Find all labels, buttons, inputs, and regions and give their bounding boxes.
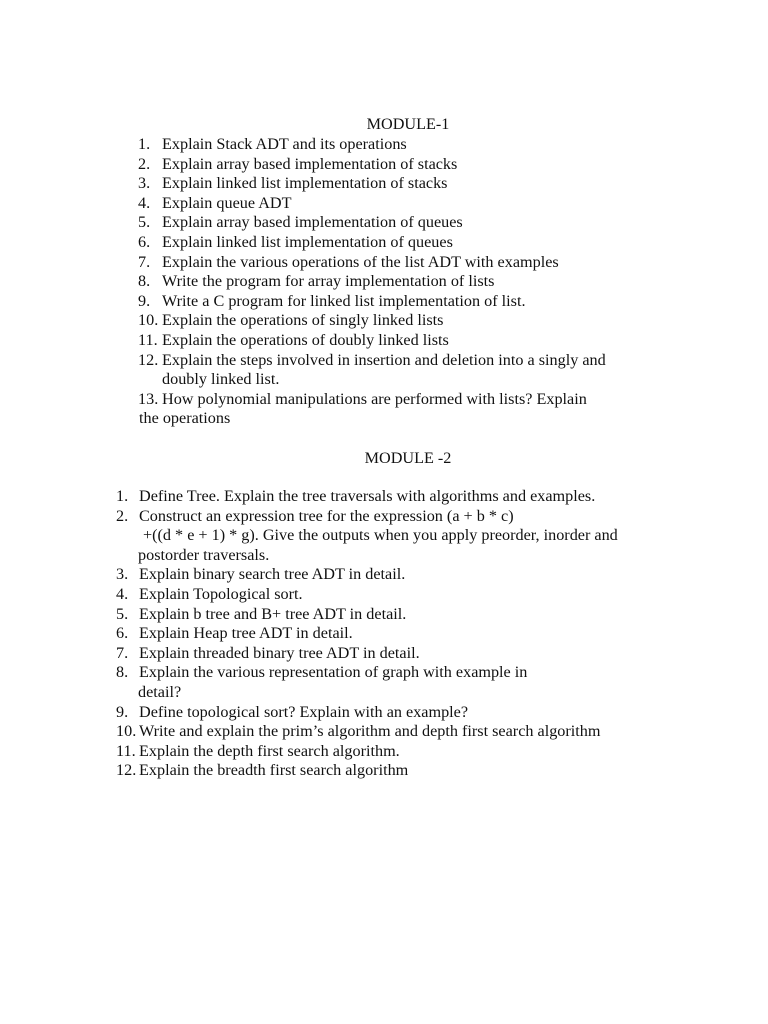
item-number: 4. bbox=[116, 584, 129, 603]
item-number: 4. bbox=[138, 193, 151, 212]
list-item bbox=[138, 213, 678, 233]
item-text: Write a C program for linked list implementation of list. bbox=[162, 291, 526, 310]
list-item bbox=[138, 292, 678, 312]
item-number: 5. bbox=[116, 604, 129, 623]
item-text: Write the program for array implementation of lists bbox=[162, 272, 495, 291]
item-text-continuation: detail? bbox=[138, 682, 182, 701]
item-number: 2. bbox=[116, 506, 129, 525]
item-text: Write and explain the prim’s algorithm and depth first search algorithm bbox=[139, 722, 601, 741]
list-item bbox=[116, 585, 696, 605]
item-number: 3. bbox=[116, 565, 129, 584]
list-item bbox=[138, 253, 678, 273]
item-number: 5. bbox=[138, 213, 151, 232]
item-number: 13. bbox=[138, 389, 159, 408]
item-number: 11. bbox=[116, 741, 136, 760]
item-number: 11. bbox=[138, 330, 158, 349]
list-item bbox=[116, 644, 696, 664]
item-number: 1. bbox=[116, 487, 129, 505]
item-number: 8. bbox=[116, 663, 129, 682]
item-text: Explain the breadth first search algorithm bbox=[139, 761, 409, 780]
list-item bbox=[116, 605, 696, 625]
list-item bbox=[138, 155, 678, 175]
item-text: Explain threaded binary tree ADT in detail. bbox=[139, 643, 420, 662]
item-text: Explain linked list implementation of stacks bbox=[162, 174, 448, 193]
item-number: 7. bbox=[116, 643, 129, 662]
item-text: Explain Topological sort. bbox=[139, 584, 303, 603]
item-text: Define Tree. Explain the tree traversals with algorithms and examples. bbox=[139, 487, 596, 505]
list-item bbox=[116, 761, 696, 781]
item-number: 6. bbox=[138, 232, 151, 251]
item-text-continuation: postorder traversals. bbox=[138, 545, 270, 564]
item-number: 9. bbox=[116, 702, 129, 721]
item-number: 9. bbox=[138, 291, 151, 310]
item-text: Explain b tree and B+ tree ADT in detail. bbox=[139, 604, 407, 623]
list-item bbox=[116, 663, 696, 702]
list-item bbox=[138, 331, 678, 351]
item-text: Explain the various representation of graph with example in bbox=[139, 663, 528, 682]
list-item bbox=[138, 174, 678, 194]
item-text: How polynomial manipulations are performed with lists? Explain bbox=[162, 389, 587, 408]
item-number: 7. bbox=[138, 252, 151, 271]
list-item bbox=[116, 565, 696, 585]
list-item bbox=[138, 272, 678, 292]
item-number: 6. bbox=[116, 624, 129, 643]
item-number: 2. bbox=[138, 154, 151, 173]
list-item bbox=[138, 351, 678, 390]
list-item bbox=[138, 194, 678, 214]
item-text: Explain binary search tree ADT in detail. bbox=[139, 565, 406, 584]
item-text: Explain the depth first search algorithm. bbox=[139, 741, 400, 760]
item-number: 3. bbox=[138, 174, 151, 193]
module-1-question-list bbox=[138, 135, 678, 429]
item-text: Explain linked list implementation of queues bbox=[162, 232, 453, 251]
list-item bbox=[138, 135, 678, 155]
module-2-heading: MODULE -2 bbox=[364, 449, 452, 467]
list-item bbox=[138, 311, 678, 331]
item-text: Explain the steps involved in insertion and deletion into a singly and bbox=[162, 350, 606, 369]
item-text: Explain array based implementation of stacks bbox=[162, 154, 458, 173]
item-text: Explain queue ADT bbox=[162, 193, 292, 212]
item-number: 1. bbox=[138, 135, 151, 153]
item-text: Explain the operations of doubly linked lists bbox=[162, 330, 449, 349]
item-text: Explain Heap tree ADT in detail. bbox=[139, 624, 353, 643]
item-text-continuation: the operations bbox=[139, 409, 231, 428]
list-item bbox=[116, 703, 696, 723]
item-number: 10. bbox=[138, 311, 159, 330]
item-text: Define topological sort? Explain with an example? bbox=[139, 702, 469, 721]
item-number: 10. bbox=[116, 722, 137, 741]
module-2-question-list bbox=[116, 487, 696, 781]
item-number: 8. bbox=[138, 272, 151, 291]
list-item bbox=[138, 390, 678, 429]
item-text: Construct an expression tree for the expression (a + b * c) bbox=[139, 506, 514, 525]
item-text: Explain the various operations of the list ADT with examples bbox=[162, 252, 559, 271]
list-item bbox=[116, 722, 696, 742]
item-text: Explain the operations of singly linked lists bbox=[162, 311, 444, 330]
item-number: 12. bbox=[138, 350, 159, 369]
item-text: Explain array based implementation of queues bbox=[162, 213, 463, 232]
item-text-continuation: doubly linked list. bbox=[162, 370, 280, 389]
list-item bbox=[138, 233, 678, 253]
list-item bbox=[116, 507, 696, 566]
list-item bbox=[116, 742, 696, 762]
item-text-continuation: +((d * e + 1) * g). Give the outputs when you apply preorder, inorder and bbox=[143, 526, 618, 545]
item-number: 12. bbox=[116, 761, 137, 780]
list-item bbox=[116, 624, 696, 644]
module-1-heading: MODULE-1 bbox=[366, 115, 450, 133]
item-text: Explain Stack ADT and its operations bbox=[162, 135, 407, 153]
list-item bbox=[116, 487, 696, 507]
